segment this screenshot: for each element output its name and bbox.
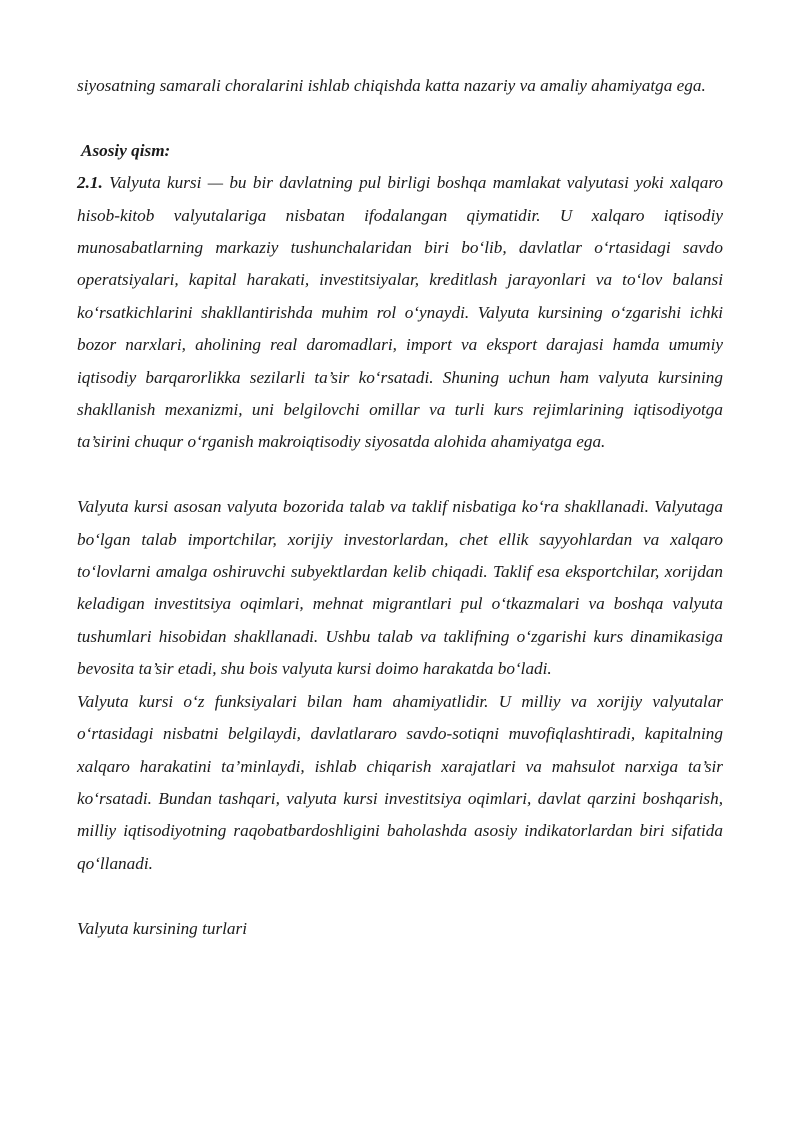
document-page bbox=[77, 70, 723, 945]
subheading: Valyuta kursining turlari bbox=[77, 918, 247, 938]
section-paragraph-1-text: Valyuta kursi — bu bir davlatning pul birligi boshqa mamlakat valyutasi yoki xalqaro hisob-kitob valyutalariga nisbatan ifodalangan qiymatidir. U xalqaro iqtisodiy munosabatlarning markaziy tushunchalaridan biri bo‘lib, davlatlar o‘rtasidagi savdo operatsiyalari, kapital harakati, investitsiyalar, kreditlash jarayonlari va to‘lov balansi ko‘rsatkichlarini shakllantirishda muhim rol o‘ynaydi. Valyuta kursining o‘zgarishi ichki bozor narxlari, aholining real daromadlari, import va eksport darajasi hamda umumiy iqtisodiy barqarorlikka sezilarli ta’sir ko‘rsatadi. Shuning uchun ham valyuta kursining shakllanish mexanizmi, uni belgilovchi omillar va turli kurs rejimlarining iqtisodiyotga ta’sirini chuqur o‘rganish makroiqtisodiy siyosatda alohida ahamiyatga ega. bbox=[77, 173, 723, 452]
section-paragraph-2: Valyuta kursi asosan valyuta bozorida talab va taklif nisbatiga ko‘ra shakllanadi. Valyutaga bo‘lgan talab importchilar, xorijiy investorlardan, chet ellik sayyohlardan va xalqaro to‘lovlarni amalga oshiruvchi subyektlardan kelib chiqadi. Taklif esa eksportchilar, xorijdan keladigan investitsiya oqimlari, mehnat migrantlari pul o‘tkazmalari va boshqa valyuta tushumlari hisobidan shakllanadi. Ushbu talab va taklifning o‘zgarishi kurs dinamikasiga bevosita ta’sir etadi, shu bois valyuta kursi doimo harakatda bo‘ladi. bbox=[77, 497, 723, 679]
section-heading: Asosiy qism: bbox=[81, 140, 171, 160]
section-number: 2.1. bbox=[77, 173, 103, 193]
section-paragraph-3: Valyuta kursi o‘z funksiyalari bilan ham ahamiyatlidir. U milliy va xorijiy valyutalar o‘rtasidagi nisbatni belgilaydi, davlatlararo savdo-sotiqni muvofiqlashtiradi, kapitalning xalqaro harakatini ta’minlaydi, ishlab chiqarish xarajatlari va mahsulot narxiga ta’sir ko‘rsatadi. Bundan tashqari, valyuta kursi investitsiya oqimlari, davlat qarzini boshqarish, milliy iqtisodiyotning raqobatbardoshligini baholashda asosiy indikatorlardan biri sifatida qo‘llanadi. bbox=[77, 691, 723, 873]
section-paragraph-1 bbox=[77, 167, 723, 459]
paragraph-spacer bbox=[77, 880, 723, 912]
intro-paragraph-tail: siyosatning samarali choralarini ishlab chiqishda katta nazariy va amaliy ahamiyatga ega. bbox=[77, 76, 706, 95]
paragraph-spacer bbox=[77, 102, 723, 134]
paragraph-spacer bbox=[77, 459, 723, 491]
